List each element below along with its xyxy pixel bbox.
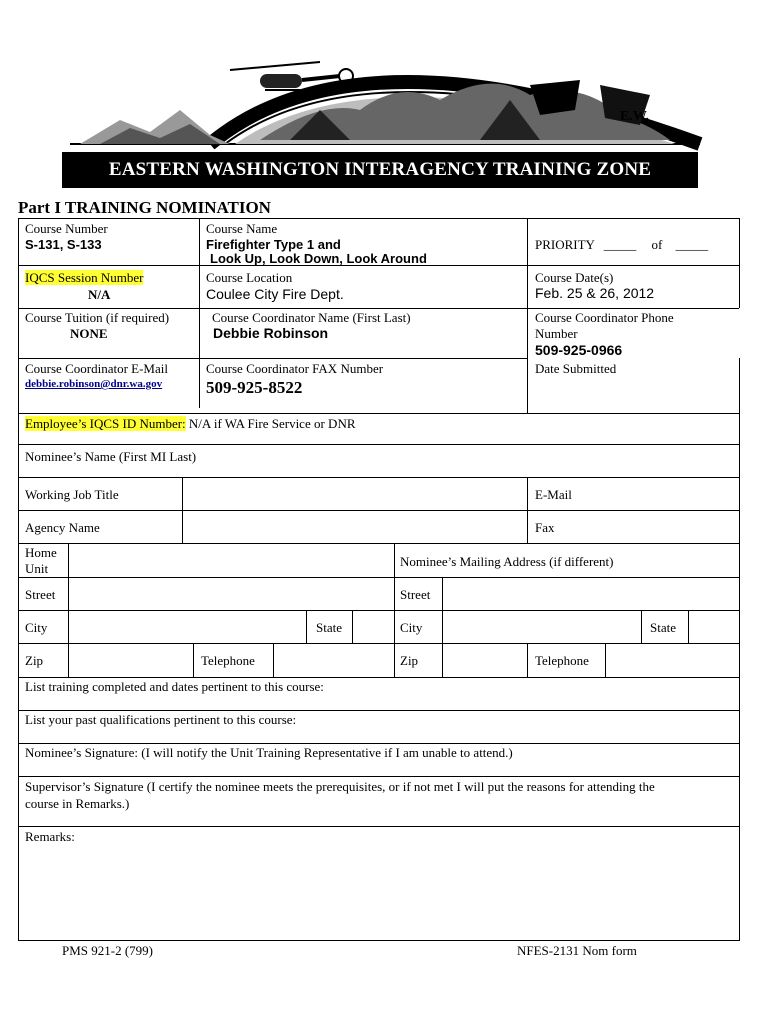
priority-of: of xyxy=(651,237,663,252)
coordinator-name-value[interactable]: Debbie Robinson xyxy=(213,325,329,341)
city-label: City xyxy=(25,620,48,635)
job-title-input[interactable] xyxy=(184,479,524,509)
employee-iqcs-id-field[interactable] xyxy=(25,416,356,431)
form-number-left: PMS 921-2 (799) xyxy=(62,943,154,958)
supervisor-signature-label-2: course in Remarks.) xyxy=(25,796,130,811)
remarks-input[interactable] xyxy=(20,846,736,938)
street-input[interactable] xyxy=(70,579,392,609)
fax-label: Fax xyxy=(535,520,555,535)
coordinator-name-label: Course Coordinator Name (First Last) xyxy=(212,310,411,325)
mailing-telephone-label: Telephone xyxy=(535,653,589,668)
nominee-name-label: Nominee’s Name (First MI Last) xyxy=(25,449,197,464)
zone-banner: EASTERN WASHINGTON INTERAGENCY TRAINING ZONE xyxy=(62,152,698,188)
remarks-label: Remarks: xyxy=(25,829,75,844)
mailing-zip-label: Zip xyxy=(400,653,419,668)
seal-illustration xyxy=(60,40,710,155)
iqcs-session-value[interactable]: N/A xyxy=(88,287,111,302)
mailing-state-label: State xyxy=(650,620,676,635)
employee-iqcs-id-label: Employee’s IQCS ID Number: xyxy=(25,416,186,431)
zip-label: Zip xyxy=(25,653,44,668)
date-submitted-label: Date Submitted xyxy=(535,361,617,376)
training-completed-label: List training completed and dates pertinent to this course: xyxy=(25,679,324,694)
street-label: Street xyxy=(25,587,56,602)
coordinator-email-link[interactable]: debbie.robinson@dnr.wa.gov xyxy=(25,378,163,390)
form-number-right: NFES-2131 Nom form xyxy=(517,943,637,958)
priority-label: PRIORITY xyxy=(535,237,595,252)
iqcs-session-label: IQCS Session Number xyxy=(25,270,144,285)
state-label: State xyxy=(316,620,342,635)
course-number-label: Course Number xyxy=(25,221,108,236)
home-unit-input[interactable] xyxy=(70,545,392,575)
svg-text:E.W.: E.W. xyxy=(620,109,650,124)
priority-total-blank[interactable]: _____ xyxy=(675,237,709,252)
qualifications-label: List your past qualifications pertinent to this course: xyxy=(25,712,297,727)
priority-field[interactable] xyxy=(535,237,708,252)
coordinator-fax-value[interactable]: 509-925-8522 xyxy=(206,378,303,397)
coordinator-email-label: Course Coordinator E-Mail xyxy=(25,361,168,376)
header-logo xyxy=(60,40,710,155)
home-unit-label-1: Home xyxy=(25,545,57,560)
email-label: E-Mail xyxy=(535,487,572,502)
agency-name-input[interactable] xyxy=(184,512,524,542)
home-unit-label-2: Unit xyxy=(25,561,49,576)
mailing-street-input[interactable] xyxy=(444,579,738,609)
job-title-label: Working Job Title xyxy=(25,487,119,502)
course-dates-label: Course Date(s) xyxy=(535,270,614,285)
employee-iqcs-id-note: N/A if WA Fire Service or DNR xyxy=(188,416,356,431)
course-tuition-value[interactable]: NONE xyxy=(70,326,108,341)
part-title: Part I TRAINING NOMINATION xyxy=(18,198,271,217)
course-name-value-line2[interactable]: Look Up, Look Down, Look Around xyxy=(210,251,427,266)
coordinator-phone-label-1: Course Coordinator Phone xyxy=(535,310,674,325)
priority-blank[interactable]: _____ xyxy=(603,237,637,252)
course-tuition-label: Course Tuition (if required) xyxy=(25,310,170,325)
coordinator-fax-label: Course Coordinator FAX Number xyxy=(206,361,384,376)
course-location-label: Course Location xyxy=(206,270,293,285)
mailing-city-label: City xyxy=(400,620,423,635)
coordinator-phone-label-2: Number xyxy=(535,326,578,341)
nominee-signature-label: Nominee’s Signature: (I will notify the Unit Training Representative if I am unable to attend.) xyxy=(25,745,513,760)
course-number-value[interactable]: S-131, S-133 xyxy=(25,237,102,252)
coordinator-phone-value[interactable]: 509-925-0966 xyxy=(535,342,623,358)
course-dates-value[interactable]: Feb. 25 & 26, 2012 xyxy=(535,285,655,301)
course-name-label: Course Name xyxy=(206,221,278,236)
supervisor-signature-label-1: Supervisor’s Signature (I certify the nominee meets the prerequisites, or if not met I will put the reasons for attending the xyxy=(25,779,655,794)
telephone-label: Telephone xyxy=(201,653,255,668)
mailing-address-label: Nominee’s Mailing Address (if different) xyxy=(400,554,614,569)
course-location-value[interactable]: Coulee City Fire Dept. xyxy=(206,286,344,302)
mailing-street-label: Street xyxy=(400,587,431,602)
course-name-value-line1[interactable]: Firefighter Type 1 and xyxy=(206,237,341,252)
agency-name-label: Agency Name xyxy=(25,520,100,535)
